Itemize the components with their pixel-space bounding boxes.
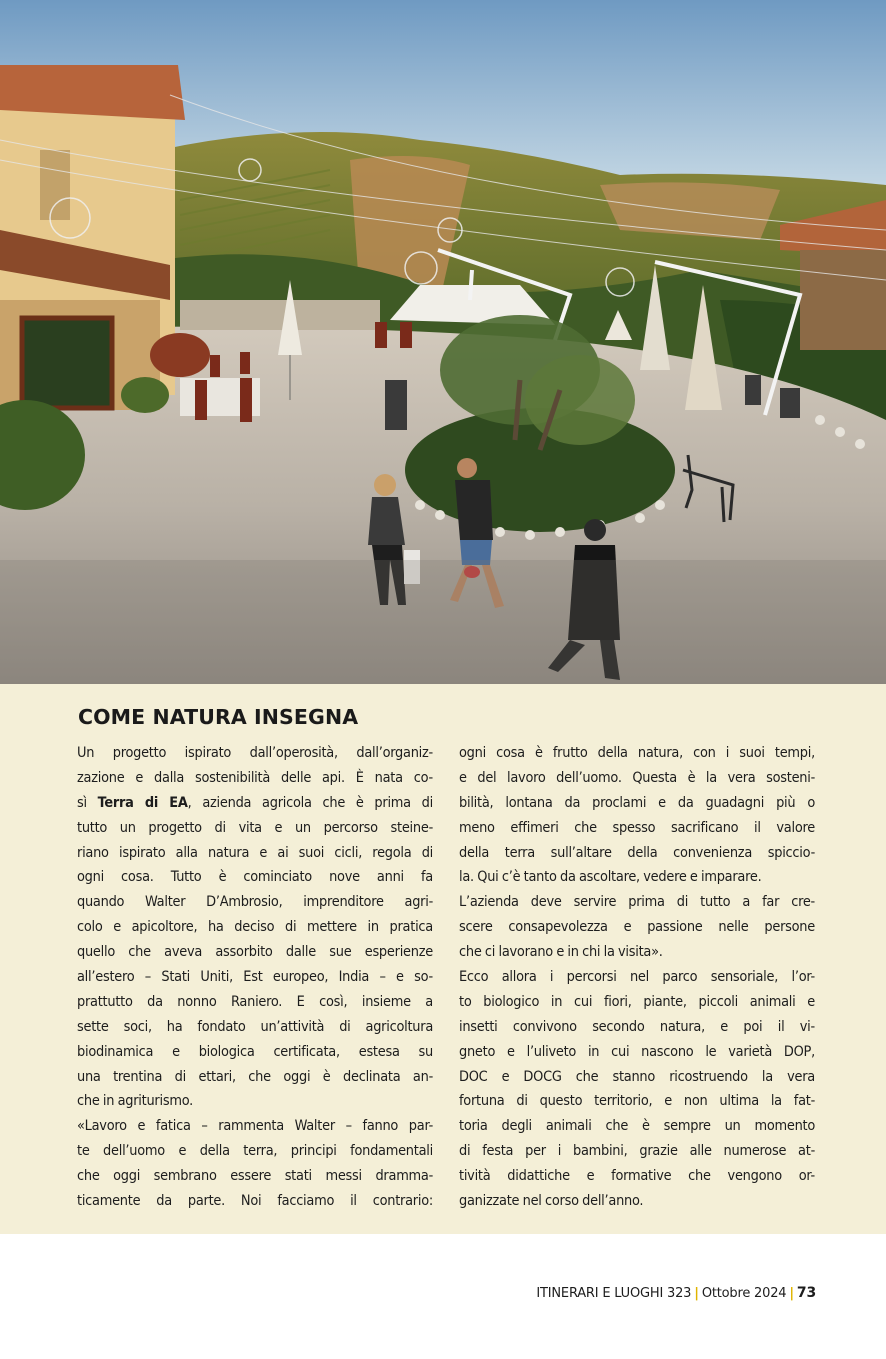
line-text: ogni cosa è frutto della natura, con i suoi tempi,	[459, 745, 815, 761]
line-text: tutto un progetto di vita e un percorso steine-	[77, 819, 434, 836]
text-line	[459, 841, 815, 866]
brand-name: Terra di EA	[97, 794, 188, 811]
text-line	[459, 915, 815, 940]
text-line	[77, 791, 433, 816]
text-line	[459, 990, 815, 1015]
magazine-title: ITINERARI E LUOGHI 323	[536, 1286, 692, 1301]
footer-separator: |	[694, 1286, 699, 1301]
text-line	[459, 816, 815, 841]
text-line	[459, 1040, 815, 1065]
text-line	[459, 1164, 815, 1189]
line-text: e del lavoro dell’uomo. Questa è la vera sosteni-	[459, 769, 816, 786]
line-text: ticamente da parte. Noi facciamo il contrario:	[77, 1193, 433, 1210]
line-text: to biologico in cui fiori, piante, piccoli animali e	[459, 993, 815, 1010]
issue-date: Ottobre 2024	[701, 1286, 787, 1301]
line-text: ganizzate nel corso dell’anno.	[459, 1193, 644, 1210]
text-line	[77, 766, 433, 791]
text-line	[459, 890, 815, 915]
text-line	[459, 1139, 815, 1164]
line-text: «Lavoro e fatica – rammenta Walter – fanno par-	[77, 1118, 434, 1135]
text-line	[459, 1114, 815, 1139]
text-line	[77, 1040, 433, 1065]
line-text: scere consapevolezza e passione nelle persone	[459, 919, 815, 936]
line-text: tività didattiche e formative che vengono or-	[459, 1168, 815, 1185]
text-line	[77, 990, 433, 1015]
line-text: Ecco allora i percorsi nel parco sensoriale, l’or-	[459, 969, 815, 986]
line-text: gneto e l’uliveto in cui nascono le varietà DOP,	[459, 1043, 815, 1060]
text-line	[459, 1089, 815, 1114]
text-line	[77, 1139, 433, 1164]
line-text: della terra sull’altare della convenienza spiccio-	[459, 844, 816, 861]
line-text: sette soci, ha fondato un’attività di agricoltura	[77, 1018, 434, 1035]
line-text: riano ispirato alla natura e ai suoi cicli, regola di	[77, 844, 434, 861]
text-line	[77, 1065, 433, 1090]
text-line	[77, 1189, 433, 1214]
line-text: quando Walter D’Ambrosio, imprenditore agri-	[77, 894, 434, 911]
text-line	[77, 940, 433, 965]
text-line	[77, 841, 433, 866]
text-line	[77, 890, 433, 915]
text-line	[77, 1015, 433, 1040]
line-text: te dell’uomo e della terra, principi fondamentali	[77, 1143, 433, 1160]
text-line	[459, 791, 815, 816]
text-line	[77, 865, 433, 890]
line-text: zazione e dalla sostenibilità delle api. È nata co-	[77, 769, 433, 786]
text-line	[77, 816, 433, 841]
line-text: bilità, lontana da proclami e da guadagni più o	[459, 794, 816, 811]
text-line	[459, 865, 815, 890]
page-footer	[536, 1285, 816, 1301]
line-text	[77, 791, 433, 816]
text-line	[459, 1015, 815, 1040]
line-text: meno effimeri che spesso sacrificano il valore	[459, 819, 815, 836]
article-column-left	[77, 741, 433, 1214]
text-line	[77, 1089, 433, 1114]
text-line	[459, 766, 815, 791]
line-text: fortuna di questo territorio, e non ultima la fat-	[459, 1093, 816, 1110]
footer-separator: |	[789, 1286, 794, 1301]
text-line	[77, 1164, 433, 1189]
line-text: Un progetto ispirato dall’operosità, dall’organiz-	[77, 745, 433, 761]
text-line	[77, 915, 433, 940]
line-text: insetti convivono secondo natura, e poi il vi-	[459, 1018, 815, 1035]
text-line	[77, 741, 433, 766]
line-text: la. Qui c’è tanto da ascoltare, vedere e imparare.	[459, 869, 762, 886]
line-text: prattutto da nonno Raniero. E così, insieme a	[77, 993, 433, 1010]
line-text: che in agriturismo.	[77, 1093, 193, 1110]
line-text: DOC e DOCG che stanno ricostruendo la vera	[459, 1068, 815, 1085]
line-text: biodinamica e biologica certificata, estesa su	[77, 1043, 433, 1060]
line-text: toria degli animali che è sempre un momento	[459, 1118, 816, 1135]
article-heading: COME NATURA INSEGNA	[78, 705, 359, 729]
text-line	[459, 965, 815, 990]
line-text: che ci lavorano e in chi la visita».	[459, 944, 663, 961]
line-text: colo e apicoltore, ha deciso di mettere in pratica	[77, 919, 433, 936]
line-text: quello che aveva assorbito dalle sue esperienze	[77, 944, 433, 961]
text-line	[459, 1065, 815, 1090]
line-fragment: sì	[77, 794, 98, 811]
text-line	[77, 965, 433, 990]
text-line	[77, 1114, 433, 1139]
line-text: di festa per i bambini, grazie alle numerose at-	[459, 1143, 815, 1160]
line-text: all’estero – Stati Uniti, Est europeo, India – e so-	[77, 969, 433, 986]
text-line	[459, 940, 815, 965]
line-text: L’azienda deve servire prima di tutto a far cre-	[459, 894, 815, 911]
line-text: una trentina di ettari, che oggi è declinata an-	[77, 1068, 433, 1085]
text-line	[459, 741, 815, 766]
text-line	[459, 1189, 815, 1214]
line-text: che oggi sembrano essere stati messi dramma-	[77, 1168, 434, 1185]
article-column-right	[459, 741, 815, 1214]
line-text: ogni cosa. Tutto è cominciato nove anni fa	[77, 869, 433, 886]
line-fragment: , azienda agricola che è prima di	[187, 794, 433, 811]
page-number: 73	[796, 1285, 816, 1301]
